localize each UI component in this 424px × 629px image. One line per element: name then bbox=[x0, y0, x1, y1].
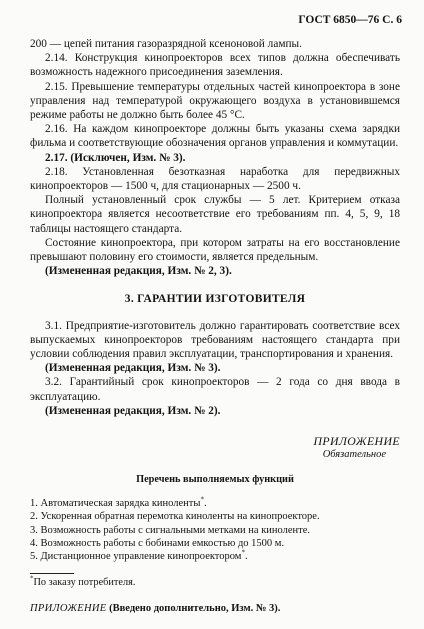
functions-list bbox=[30, 497, 400, 564]
paragraph-limit-state: Состояние кинопроектора, при котором затраты на его восстановление превышают половину его стоимости, является предельным. bbox=[30, 236, 400, 264]
paragraph-200: 200 — цепей питания газоразрядной ксеноновой лампы. bbox=[30, 38, 302, 50]
paragraph-2-17: 2.17. (Исключен, Изм. № 3). bbox=[45, 151, 186, 164]
list-item: 2. Ускоренная обратная перемотка киноленты на кинопроекторе. bbox=[30, 511, 320, 523]
second-appendix-note: (Введено дополнительно, Изм. № 3). bbox=[109, 602, 281, 614]
second-appendix-title: ПРИЛОЖЕНИЕ bbox=[30, 602, 107, 614]
paragraph-3-1: 3.1. Предприятие-изготовитель должно гарантировать соответствие всех выпускаемых кинопроекторов требованиям настоящего стандарта при условии соблюдения правил эксплуатации, транспортирования и хранения. bbox=[30, 319, 400, 361]
paragraph-2-14: 2.14. Конструкция кинопроекторов всех типов должна обеспечивать возможность надежного присоединения заземления. bbox=[30, 52, 400, 79]
list-item: 4. Возможность работы с бобинами емкостью до 1500 м. bbox=[30, 537, 285, 549]
amendment-note-3-1: (Измененная редакция, Изм. № 3). bbox=[45, 362, 221, 375]
footnote: *По заказу потребителя. bbox=[30, 574, 136, 588]
second-appendix-line bbox=[30, 602, 400, 616]
list-item: 5. Дистанционное управление кинопроектором*. bbox=[30, 548, 248, 563]
list-item: 3. Возможность работы с сигнальными метками на киноленте. bbox=[30, 524, 311, 536]
paragraph-3-2: 3.2. Гарантийный срок кинопроекторов — 2 года со дня ввода в эксплуатацию. bbox=[30, 376, 400, 403]
list-item: 1. Автоматическая зарядка киноленты*. bbox=[30, 495, 207, 509]
paragraph-2-16: 2.16. На каждом кинопроекторе должны быть указаны схема зарядки фильма и соответствующие обозначения органов управления и коммутации. bbox=[30, 123, 400, 150]
section-3-heading: 3. ГАРАНТИИ ИЗГОТОВИТЕЛЯ bbox=[124, 293, 306, 306]
functions-list-title: Перечень выполняемых функций bbox=[136, 474, 294, 486]
footnote-marker: * bbox=[200, 495, 204, 504]
appendix-status: Обязательное bbox=[322, 449, 386, 461]
footnote-divider bbox=[30, 573, 74, 574]
footnote-marker: * bbox=[30, 574, 34, 583]
amendment-note-2-3: (Измененная редакция, Изм. № 2, 3). bbox=[45, 265, 232, 278]
paragraph-service-life: Полный установленный срок службы — 5 лет. Критерием отказа кинопроектора является несоответствие его требованиям пп. 4, 5, 9, 18 таблицы настоящего стандарта. bbox=[30, 194, 400, 235]
paragraph-2-18: 2.18. Установленная безотказная наработка для передвижных кинопроекторов — 1500 ч, для стационарных — 2500 ч. bbox=[30, 165, 400, 193]
document-body bbox=[30, 37, 400, 616]
footnote-marker: * bbox=[241, 548, 245, 557]
appendix-title: ПРИЛОЖЕНИЕ bbox=[313, 434, 400, 449]
paragraph-2-15: 2.15. Превышение температуры отдельных частей кинопроектора в зоне управления над температурой окружающего воздуха в установившемся режиме работы не должно быть более 45 °С. bbox=[30, 80, 400, 122]
amendment-note-3-2: (Измененная редакция, Изм. № 2). bbox=[45, 404, 221, 417]
page-header: ГОСТ 6850—76 С. 6 bbox=[298, 14, 402, 26]
